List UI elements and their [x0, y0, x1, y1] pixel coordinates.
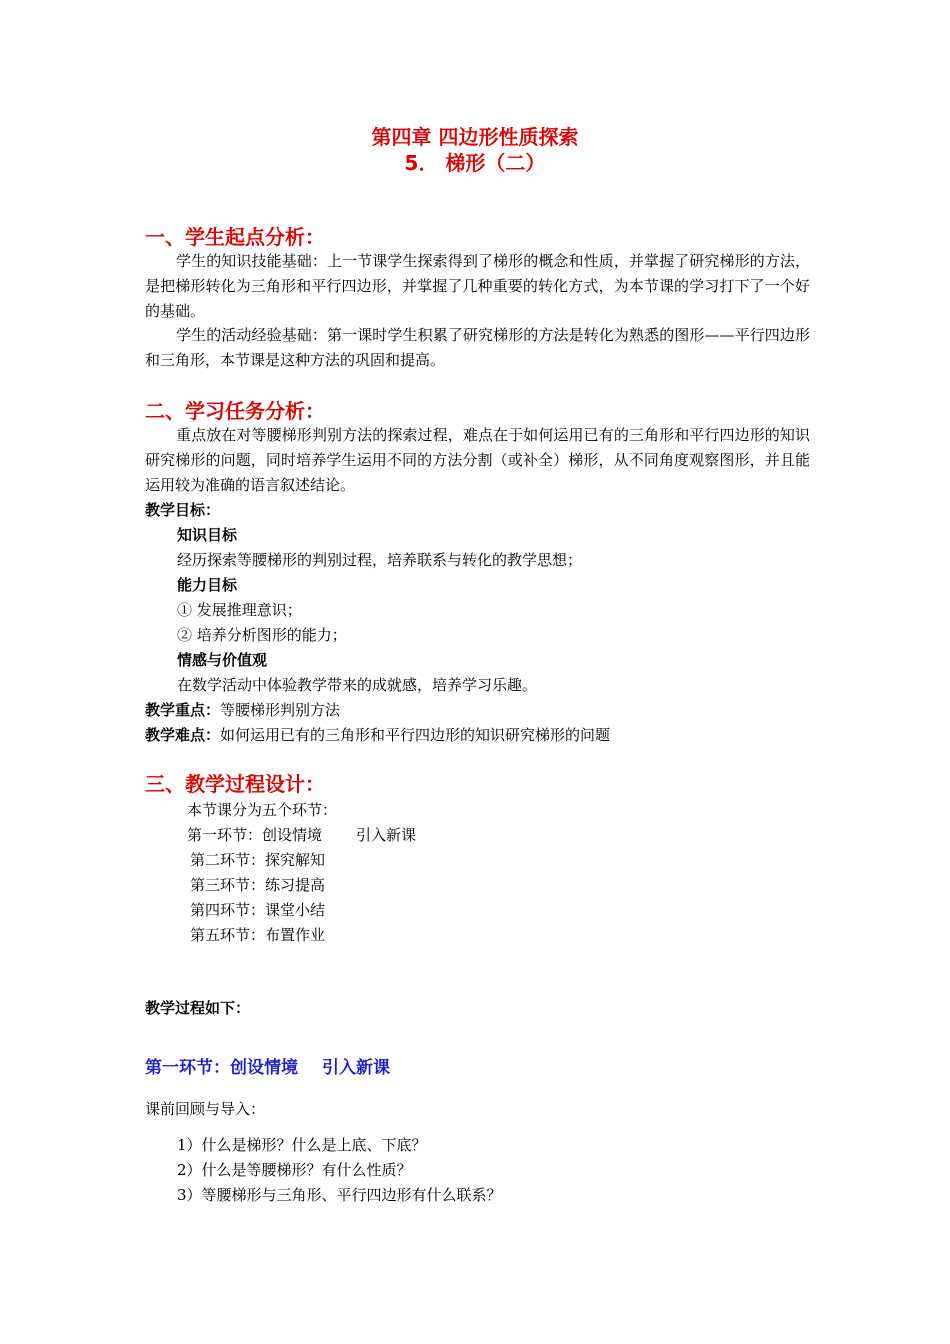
section-3-heading: 三、教学过程设计：: [145, 772, 325, 796]
review-question-1: 1）什么是梯形？什么是上底、下底？: [177, 1136, 427, 1154]
emotion-goal-label: 情感与价值观: [177, 651, 268, 669]
step-2: 第二环节：探究解知: [190, 851, 326, 869]
emotion-goal-text: 在数学活动中体验教学带来的成就感，培养学习乐趣。: [177, 676, 538, 694]
step-3: 第三环节：练习提高: [190, 876, 326, 894]
section-2-paragraph: 重点放在对等腰梯形判别方法的探索过程，难点在于如何运用已有的三角形和平行四边形的知识研究梯形的问题，同时培养学生运用不同的方法分割（或补全）梯形，从不同角度观察图形，并且能运用较为准确的语言叙述结论。: [145, 426, 810, 494]
step-1: [187, 823, 416, 848]
step-5: 第五环节：布置作业: [190, 926, 326, 944]
teaching-goals-label: 教学目标：: [145, 501, 221, 519]
section-1-paragraph-2: 学生的活动经验基础：第一课时学生积累了研究梯形的方法是转化为熟悉的图形——平行四边形和三角形，本节课是这种方法的巩固和提高。: [145, 326, 810, 369]
step-1-heading-b: 引入新课: [322, 1058, 390, 1078]
step-1-heading-a: 第一环节：创设情境: [145, 1058, 298, 1078]
step-1-part-b: 引入新课: [356, 826, 417, 844]
chapter-title: 第四章 四边形性质探索: [371, 125, 579, 149]
knowledge-goal-label: 知识目标: [177, 526, 238, 544]
key-point-row: [145, 698, 340, 723]
lesson-title: 5． 梯形（二）: [404, 151, 546, 175]
section-1-heading: 一、学生起点分析：: [145, 225, 325, 249]
review-question-2: 2）什么是等腰梯形？有什么性质？: [177, 1161, 412, 1179]
ability-goal-label: 能力目标: [177, 576, 238, 594]
key-point-label: 教学重点：: [145, 701, 221, 719]
section-1-paragraph-1: 学生的知识技能基础：上一节课学生探索得到了梯形的概念和性质，并掌握了研究梯形的方法，是把梯形转化为三角形和平行四边形，并掌握了几种重要的转化方式，为本节课的学习打下了一个好的基础。: [145, 252, 810, 320]
step-1-part-a: 第一环节：创设情境: [187, 826, 323, 844]
difficulty-row: [145, 723, 610, 748]
section-2-heading: 二、学习任务分析：: [145, 399, 325, 423]
step-4: 第四环节：课堂小结: [190, 901, 326, 919]
ability-goal-2: ② 培养分析图形的能力；: [177, 626, 347, 644]
steps-intro: 本节课分为五个环节：: [187, 801, 338, 819]
ability-goal-1: ① 发展推理意识；: [177, 601, 302, 619]
step-1-heading: [145, 1056, 390, 1081]
process-label: 教学过程如下：: [145, 999, 251, 1017]
difficulty-text: 如何运用已有的三角形和平行四边形的知识研究梯形的问题: [220, 726, 611, 744]
difficulty-label: 教学难点：: [145, 726, 221, 744]
review-label: 课前回顾与导入：: [145, 1100, 266, 1118]
key-point-text: 等腰梯形判别方法: [220, 701, 341, 719]
knowledge-goal-text: 经历探索等腰梯形的判别过程，培养联系与转化的教学思想；: [177, 551, 583, 569]
review-question-3: 3）等腰梯形与三角形、平行四边形有什么联系？: [177, 1186, 502, 1204]
